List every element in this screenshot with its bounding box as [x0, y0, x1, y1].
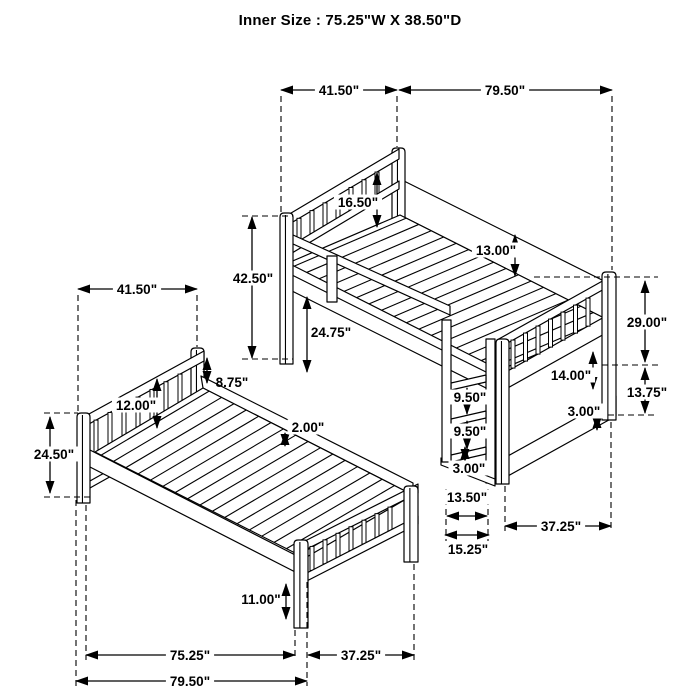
lower-bed-drawing	[77, 348, 418, 628]
dimension-label: 24.75"	[310, 324, 352, 340]
board-slat	[323, 540, 327, 564]
dimension-label: 41.50"	[116, 281, 158, 297]
board-slat	[349, 527, 353, 551]
dimension-label: 11.00"	[241, 591, 281, 607]
dimension-ladder-outer-width	[444, 535, 492, 557]
dimension-label: 24.50"	[33, 446, 75, 462]
board-slat	[362, 520, 366, 544]
board-slat	[511, 340, 515, 368]
board-slat	[524, 333, 528, 361]
dimension-label: 3.00"	[567, 403, 601, 419]
dimension-label: 79.50"	[484, 82, 526, 98]
board-slat	[549, 319, 553, 347]
dimension-label: 9.50"	[453, 389, 487, 405]
dimension-label: 8.75"	[215, 374, 249, 390]
dimension-label: 37.25"	[340, 647, 382, 663]
board-slat	[375, 514, 379, 538]
dimension-label: 42.50"	[232, 270, 274, 286]
guard-rail-post	[327, 256, 337, 302]
dimension-label: 41.50"	[318, 82, 360, 98]
dimension-foot-depth-right	[505, 519, 611, 534]
dimension-foot-depth-bottom	[308, 648, 414, 663]
board-slat	[323, 203, 327, 226]
board-slat	[336, 533, 340, 557]
dimension-label: 75.25"	[169, 647, 211, 663]
board-slat	[574, 305, 578, 333]
dimension-lower-headboard-width	[78, 282, 197, 297]
dimension-upper-headboard-width	[281, 83, 397, 98]
dimension-label: 9.50"	[453, 423, 487, 439]
diagram-title: Inner Size : 75.25"W X 38.50"D	[238, 12, 462, 29]
dimension-label: 13.50"	[446, 489, 488, 505]
upper-bed-drawing	[280, 148, 616, 486]
dimension-label: 16.50"	[337, 194, 379, 210]
dimension-upper-leg-height	[229, 217, 277, 358]
dimension-label: 15.25"	[447, 541, 489, 557]
dimension-label: 2.00"	[291, 419, 325, 435]
lower-footboard-front-post	[294, 540, 308, 628]
dimension-label: 12.00"	[115, 397, 157, 413]
lower-headboard-front-post	[77, 413, 90, 503]
dimension-label: 14.00"	[550, 367, 592, 383]
ladder-rung	[451, 447, 486, 462]
dimension-lower-headboard-height	[30, 417, 78, 493]
dimension-label: 13.00"	[475, 242, 517, 258]
dimension-label: 13.75"	[626, 384, 668, 400]
upper-footboard-front-post	[496, 339, 509, 484]
dimension-lower-bed-length	[86, 648, 295, 663]
lower-footboard-back-post	[404, 486, 418, 562]
dimension-leg-height	[241, 584, 286, 619]
dimension-ladder-width	[443, 490, 491, 517]
dimension-label: 79.50"	[169, 673, 211, 689]
board-slat	[536, 326, 540, 354]
board-slat	[388, 507, 392, 531]
dimension-label: 3.00"	[452, 460, 486, 476]
dimension-rung-spacing-2	[450, 421, 491, 449]
dimension-upper-bed-length	[399, 83, 612, 98]
dimension-foot-post-lower-section	[623, 368, 671, 413]
board-slat	[586, 298, 590, 326]
dimension-label: 37.25"	[540, 518, 582, 534]
dimension-label: 29.00"	[626, 314, 668, 330]
board-slat	[561, 312, 565, 340]
dimension-foot-post-upper-section	[623, 281, 671, 362]
upper-headboard-front-post	[280, 213, 293, 364]
board-slat	[310, 211, 314, 234]
board-slat	[310, 546, 314, 570]
upper-footboard-back-post	[602, 272, 616, 420]
dimension-rung-spacing-1	[450, 388, 491, 414]
dimension-lower-total-length	[76, 674, 307, 689]
dimension-annotations	[30, 83, 671, 689]
